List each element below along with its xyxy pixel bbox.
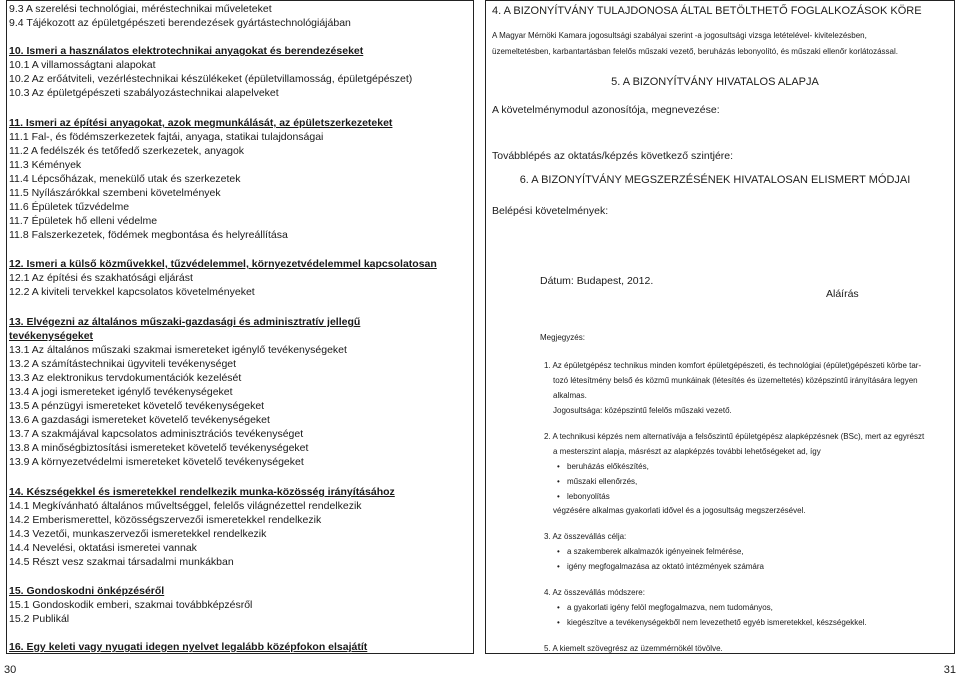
note-line: végzésére alkalmas gyakorlati idővel és a jogosultság megszerzésével.	[553, 506, 806, 515]
note-line: tozó létesítmény belső és közmű munkáinak (létesítés és üzemeltetés) középszintű irányítására legyen	[553, 376, 918, 385]
section-4-line-1: A Magyar Mérnöki Kamara jogosultsági szabályai szerint -a jogosultsági vizsga letételével- kivitelezésben,	[492, 31, 867, 40]
section-item: 13.4 A jogi ismereteket igénylő tevékenységeket	[9, 386, 233, 398]
section-4-title: 4. A BIZONYÍTVÁNY TULAJDONOSA ÁLTAL BETÖLTHETŐ FOGLALKOZÁSOK KÖRE	[492, 5, 922, 17]
note-line: alkalmas.	[553, 391, 587, 400]
section-item: 11.4 Lépcsőházak, menekülő utak és szerkezetek	[9, 173, 241, 185]
right-page	[480, 0, 960, 678]
section-heading: 11. Ismeri az építési anyagokat, azok megmunkálását, az épületszerkezeteket	[9, 117, 393, 129]
section-item: 12.2 A kiviteli tervekkel kapcsolatos követelményeket	[9, 286, 255, 298]
notes-title: Megjegyzés:	[540, 333, 585, 342]
left-page-number: 30	[4, 664, 17, 676]
entry-requirements-label: Belépési követelmények:	[492, 205, 609, 217]
signature-label: Aláírás	[826, 288, 859, 300]
section-item: 11.7 Épületek hő elleni védelme	[9, 215, 158, 227]
section-heading: 14. Készségekkel és ismeretekkel rendelkezik munka-közösség irányításához	[9, 486, 395, 498]
section-item: 13.9 A környezetvédelmi ismereteket követelő tevékenységeket	[9, 456, 304, 468]
note-line: 2. A technikusi képzés nem alternatívája a felsőszintű épületgépész alapképzésnek (BSc), mert az egyrészt	[544, 432, 925, 441]
section-item: 15.1 Gondoskodik emberi, szakmai továbbképzésről	[9, 599, 253, 611]
section-heading: tevékenységeket	[9, 330, 94, 342]
note-bullet-item: • a gyakorlati igény felöl megfogalmazva, nem tudományos,	[557, 600, 773, 615]
section-item: 14.1 Megkívánható általános műveltséggel, felelős világnézettel rendelkezik	[9, 500, 362, 512]
note-line: 3. Az összevállás célja:	[544, 532, 627, 541]
note-bullet-item: • lebonyolítás	[557, 489, 610, 504]
section-heading: 15. Gondoskodni önképzéséről	[9, 585, 165, 597]
section-heading: 12. Ismeri a külső közművekkel, tűzvédelemmel, környezetvédelemmel kapcsolatosan	[9, 258, 437, 270]
section-item: 11.1 Fal-, és födémszerkezetek fajtái, anyaga, statikai tulajdonságai	[9, 131, 324, 143]
section-item: 10.3 Az épületgépészeti szabályozástechnikai alapelveket	[9, 87, 279, 99]
note-line: a mesterszint alapja, másrészt az alapképzés további lehetőségeket ad, így	[553, 447, 821, 456]
note-bullet-item: • beruházás előkészítés,	[557, 459, 649, 474]
section-item: 13.6 A gazdasági ismereteket követelő tevékenységeket	[9, 414, 270, 426]
section-heading: 16. Egy keleti vagy nyugati idegen nyelvet legalább középfokon elsajátít	[9, 641, 368, 653]
section-item: 14.2 Emberismerettel, közösségszervezői ismeretekkel rendelkezik	[9, 514, 322, 526]
section-item: 9.3 A szerelési technológiai, méréstechnikai műveleteket	[9, 3, 272, 15]
note-bullet-item: • műszaki ellenőrzés,	[557, 474, 637, 489]
section-item: 13.2 A számítástechnikai ügyviteli tevékenységet	[9, 358, 237, 370]
progress-label: Továbblépés az oktatás/képzés következő szintjére:	[492, 150, 734, 162]
section-5-title: 5. A BIZONYÍTVÁNY HIVATALOS ALAPJA	[611, 76, 819, 88]
note-line: 1. Az épületgépész technikus minden komfort épületgépészeti, és technológiai (épület)gépészeti körbe tar-	[544, 361, 922, 370]
note-bullet-item: • igény megfogalmazása az oktató intézmények számára	[557, 559, 764, 574]
section-item: 13.1 Az általános műszaki szakmai ismereteket igénylő tevékenységeket	[9, 344, 347, 356]
section-item: 13.8 A minőségbiztosítási ismereteket követelő tevékenységeket	[9, 442, 309, 454]
note-line: 5. A kiemelt szövegrész az üzemmérnökél tövölve.	[544, 644, 723, 653]
section-item: 14.4 Nevelési, oktatási ismeretei vannak	[9, 542, 197, 554]
section-item: 13.7 A szakmájával kapcsolatos adminisztrációs tevékenységet	[9, 428, 304, 440]
right-page-number: 31	[943, 664, 956, 676]
module-label: A követelménymodul azonosítója, megnevezése:	[492, 104, 720, 116]
section-item: 12.1 Az építési és szakhatósági eljárást	[9, 272, 193, 284]
section-item: 15.2 Publikál	[9, 613, 70, 625]
section-item: 9.4 Tájékozott az épületgépészeti berendezések gyártástechnológiájában	[9, 17, 351, 29]
note-line: Jogosultsága: középszintű felelős műszaki vezető.	[553, 406, 732, 415]
section-item: 11.2 A fedélszék és tetőfedő szerkezetek, anyagok	[9, 145, 245, 157]
section-item: 11.5 Nyílászárókkal szembeni követelmények	[9, 187, 221, 199]
section-heading: 13. Elvégezni az általános műszaki-gazdasági és adminisztratív jellegű	[9, 316, 361, 328]
section-item: 14.5 Részt vesz szakmai társadalmi munkákban	[9, 556, 234, 568]
date-text: Dátum: Budapest, 2012.	[540, 275, 654, 287]
section-heading: 10. Ismeri a használatos elektrotechnikai anyagokat és berendezéseket	[9, 45, 364, 57]
section-item: 14.3 Vezetői, munkaszervezői ismeretekkel rendelkezik	[9, 528, 267, 540]
section-item: 11.8 Falszerkezetek, födémek megbontása és helyreállítása	[9, 229, 288, 241]
section-item: 11.3 Kémények	[9, 159, 82, 171]
note-line: 4. Az összevállás módszere:	[544, 588, 645, 597]
section-4-line-2: üzemeltetésben, karbantartásban felelős műszaki vezető, beruházás lebonyolító, és műszaki ellenőr korlátozással.	[492, 47, 898, 56]
section-item: 11.6 Épületek tűzvédelme	[9, 201, 130, 213]
note-bullet-item: • kiegészítve a tevékenységekből nem levezethető egyéb ismeretekkel, készségekkel.	[557, 615, 867, 630]
section-item: 10.1 A villamosságtani alapokat	[9, 59, 156, 71]
section-item: 13.3 Az elektronikus tervdokumentációk kezelését	[9, 372, 242, 384]
section-item: 13.5 A pénzügyi ismereteket követelő tevékenységeket	[9, 400, 265, 412]
note-bullet-item: • a szakemberek alkalmazók igényeinek felmérése,	[557, 544, 744, 559]
section-6-title: 6. A BIZONYÍTVÁNY MEGSZERZÉSÉNEK HIVATALOSAN ELISMERT MÓDJAI	[519, 174, 911, 186]
section-item: 10.2 Az erőátviteli, vezérléstechnikai készülékeket (épületvillamosság, épületgépészet)	[9, 73, 413, 85]
